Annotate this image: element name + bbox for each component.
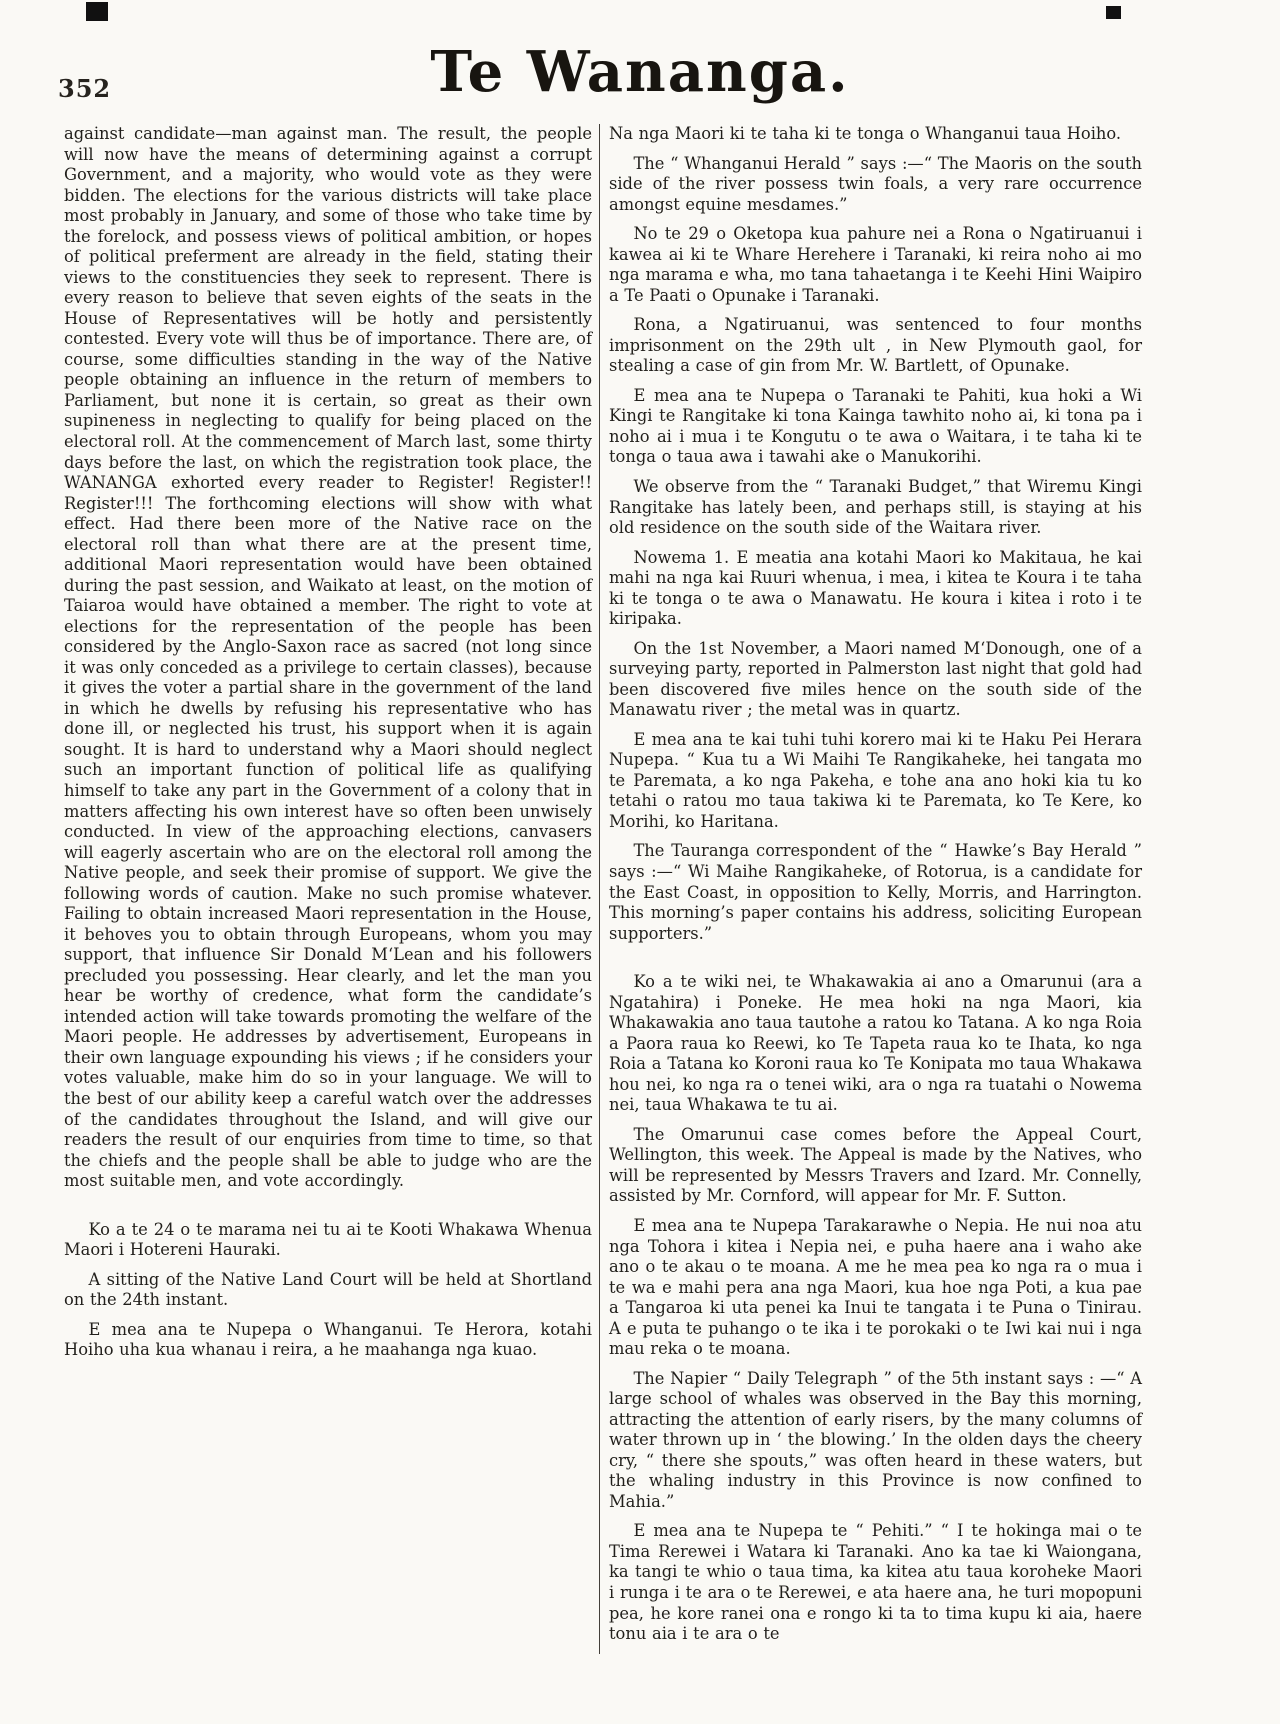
paragraph: Na nga Maori ki te taha ki te tonga o Whanganui taua Hoiho. bbox=[609, 124, 1122, 143]
paragraph: The Omarunui case comes before the Appeal Court, Wellington, this week. The Appeal is made by the Natives, who will be represented by Messrs Travers and Izard. Mr. Connelly, assisted by Mr. Cornford, will appear for Mr. F. Sutton. bbox=[609, 1124, 1142, 1206]
page-body bbox=[0, 120, 1280, 1724]
masthead-title: Te Wananga. bbox=[430, 39, 850, 105]
paragraph: E mea ana te Nupepa Tarakarawhe o Nepia. He nui noa atu nga Tohora i kitea i Nepia nei, e puha haere ana i waho ake ano o te akau o te moana. A me he mea pea ko nga ra o mua i te wa e mahi pera ana nga Maori, kua hoe nga Poti, a kua pae a Tangaroa ki uta penei ka Inui te tangata i te Puna o Tinirau. A e puta te puhango o te ika i te porokaki o te Iwi kai nui i nga mau reka o te moana. bbox=[609, 1215, 1142, 1359]
paragraph: The Napier “ Daily Telegraph ” of the 5th instant says : —“ A large school of whales was observed in the Bay this morning, attracting the attention of early risers, by the many columns of water thrown up in ‘ the blowing.’ In the olden days the cheery cry, “ there she spouts,” was often heard in these waters, but the whaling industry in this Province is now confined to Mahia.” bbox=[609, 1368, 1142, 1511]
left-column bbox=[64, 124, 592, 1654]
paragraph: A sitting of the Native Land Court will be held at Shortland on the 24th instant. bbox=[64, 1269, 592, 1310]
paragraph: Nowema 1. E meatia ana kotahi Maori ko Makitaua, he kai mahi na nga kai Ruuri whenua, i mea, i kitea te Koura i te taha ki te tonga o te awa o Manawatu. He koura i kitea i roto i te kiripaka. bbox=[609, 547, 1142, 629]
column-divider bbox=[599, 124, 600, 1654]
paragraph: E mea ana te Nupepa o Taranaki te Pahiti, kua hoki a Wi Kingi te Rangitake ki tona Kainga tawhito noho ai, ki tona pa i noho ai i mua i te Kongutu o te awa o Waitara, i te taha ki te tonga o taua awa i tawahi ake o Manukorihi. bbox=[609, 385, 1142, 467]
paragraph: Rona, a Ngatiruanui, was sentenced to four months imprisonment on the 29th ult , in New Plymouth gaol, for stealing a case of gin from Mr. W. Bartlett, of Opunake. bbox=[609, 315, 1142, 376]
paragraph: The “ Whanganui Herald ” says :—“ The Maoris on the south side of the river possess twin foals, a very rare occurrence amongst equine mesdames.” bbox=[609, 153, 1142, 214]
paragraph: On the 1st November, a Maori named M‘Donough, one of a surveying party, reported in Palmerston last night that gold had been discovered five miles hence on the south side of the Manawatu river ; the metal was in quartz. bbox=[609, 638, 1142, 720]
right-column bbox=[609, 124, 1142, 1654]
paragraph: Ko a te wiki nei, te Whakawakia ai ano a Omarunui (ara a Ngatahira) i Poneke. He mea hoki na nga Maori, kia Whakawakia ano taua tautohe a ratou ko Tatana. A ko nga Roia a Paora raua ko Reewi, ko Te Tapeta raua ko te Ihata, ko nga Roia a Tatana ko Koroni raua ko Te Konipata mo taua Whakawa hou nei, ko nga ra o tenei wiki, ara o nga ra tuatahi o Nowema nei, taua Whakawa te tu ai. bbox=[609, 972, 1142, 1115]
paragraph: No te 29 o Oketopa kua pahure nei a Rona o Ngatiruanui i kawea ai ki te Whare Herehere i Taranaki, ki reira noho ai mo nga marama e wha, mo tana tahaetanga i te Keehi Hini Waipiro a Te Paati o Opunake i Taranaki. bbox=[609, 224, 1142, 305]
paragraph: against candidate—man against man. The result, the people will now have the means of determining against a corrupt Government, and a majority, who would vote as they were bidden. The elections for the various districts will take place most probably in January, and some of those who take time by the forelock, and possess views of political ambition, or hopes of political preferment are already in the field, stating their views to the constituencies they seek to represent. There is every reason to believe that seven eights of the seats in the House of Representatives will be hotly and persistently contested. Every vote will thus be of importance. There are, of course, some difficulties standing in the way of the Native people obtaining an influence in the return of members to Parliament, but none it is certain, so great as their own supineness in neglecting to qualify for being placed on the electoral roll. At the commencement of March last, some thirty days before the last, on which the registration took place, the WANANGA exhorted every reader to Register! Register!! Register!!! The forthcoming elections will show with what effect. Had there been more of the Native race on the electoral roll than what there are at the present time, additional Maori representation would have been obtained during the past session, and Waikato at least, on the motion of Taiaroa would have obtained a member. The right to vote at elections for the representation of the people has been considered by the Anglo-Saxon race as sacred (not long since it was only conceded as a privilege to certain classes), because it gives the voter a partial share in the government of the land in which he dwells by refusing his representative who has done ill, or neglected his trust, his support when it is again sought. It is hard to understand why a Maori should neglect such an important function of political life as qualifying himself to take any part in the Government of a colony that in matters affecting his own interest have so often been unwisely conducted. In view of the approaching elections, canvasers will eagerly ascertain who are on the electoral roll among the Native people, and seek their promise of support. We give the following words of caution. Make no such promise whatever. Failing to obtain increased Maori representation in the House, it behoves you to obtain through Europeans, whom you may support, that influence Sir Donald M‘Lean and his followers precluded you possessing. Hear clearly, and let the man you hear be worthy of credence, what form the candidate’s intended action will take towards promoting the welfare of the Maori people. He addresses by advertisement, Europeans in their own language expounding his views ; if he considers your votes valuable, make him do so in your language. We will to the best of our ability keep a careful watch over the addresses of the candidates throughout the Island, and will give our readers the result of our enquiries from time to time, so that the chiefs and the people shall be able to judge who are the most suitable men, and vote accordingly. bbox=[64, 124, 592, 1191]
page-header bbox=[0, 0, 1280, 120]
paragraph: Ko a te 24 o te marama nei tu ai te Kooti Whakawa Whenua Maori i Hotereni Hauraki. bbox=[64, 1219, 592, 1260]
page-number: 352 bbox=[58, 74, 112, 103]
paragraph: E mea ana te kai tuhi tuhi korero mai ki te Haku Pei Herara Nupepa. “ Kua tu a Wi Maihi Te Rangikaheke, hei tangata mo te Paremata, a ko nga Pakeha, e tohe ana ano hoki kia tu ko tetahi o ratou mo taua takiwa ki te Paremata, ko Te Kere, ko Morihi, ko Haritana. bbox=[609, 729, 1142, 831]
paragraph: The Tauranga correspondent of the “ Hawke’s Bay Herald ” says :—“ Wi Maihe Rangikaheke, of Rotorua, is a candidate for the East Coast, in opposition to Kelly, Morris, and Harrington. This morning’s paper contains his address, soliciting European supporters.” bbox=[609, 841, 1142, 943]
paragraph: E mea ana te Nupepa te “ Pehiti.” “ I te hokinga mai o te Tima Rerewei i Watara ki Taranaki. Ano ka tae ki Waiongana, ka tangi te whio o taua tima, ka kitea atu taua koroheke Maori i runga i te ara o te Rerewei, e ata haere ana, he turi mopopuni pea, he kore ranei ona e rongo ki ta to tima kupu ki aia, haere tonu aia i te ara o te bbox=[609, 1521, 1142, 1644]
paragraph: We observe from the “ Taranaki Budget,” that Wiremu Kingi Rangitake has lately been, and perhaps still, is staying at his old residence on the south side of the Waitara river. bbox=[609, 476, 1142, 538]
paragraph: E mea ana te Nupepa o Whanganui. Te Herora, kotahi Hoiho uha kua whanau i reira, a he maahanga nga kuao. bbox=[64, 1319, 592, 1360]
